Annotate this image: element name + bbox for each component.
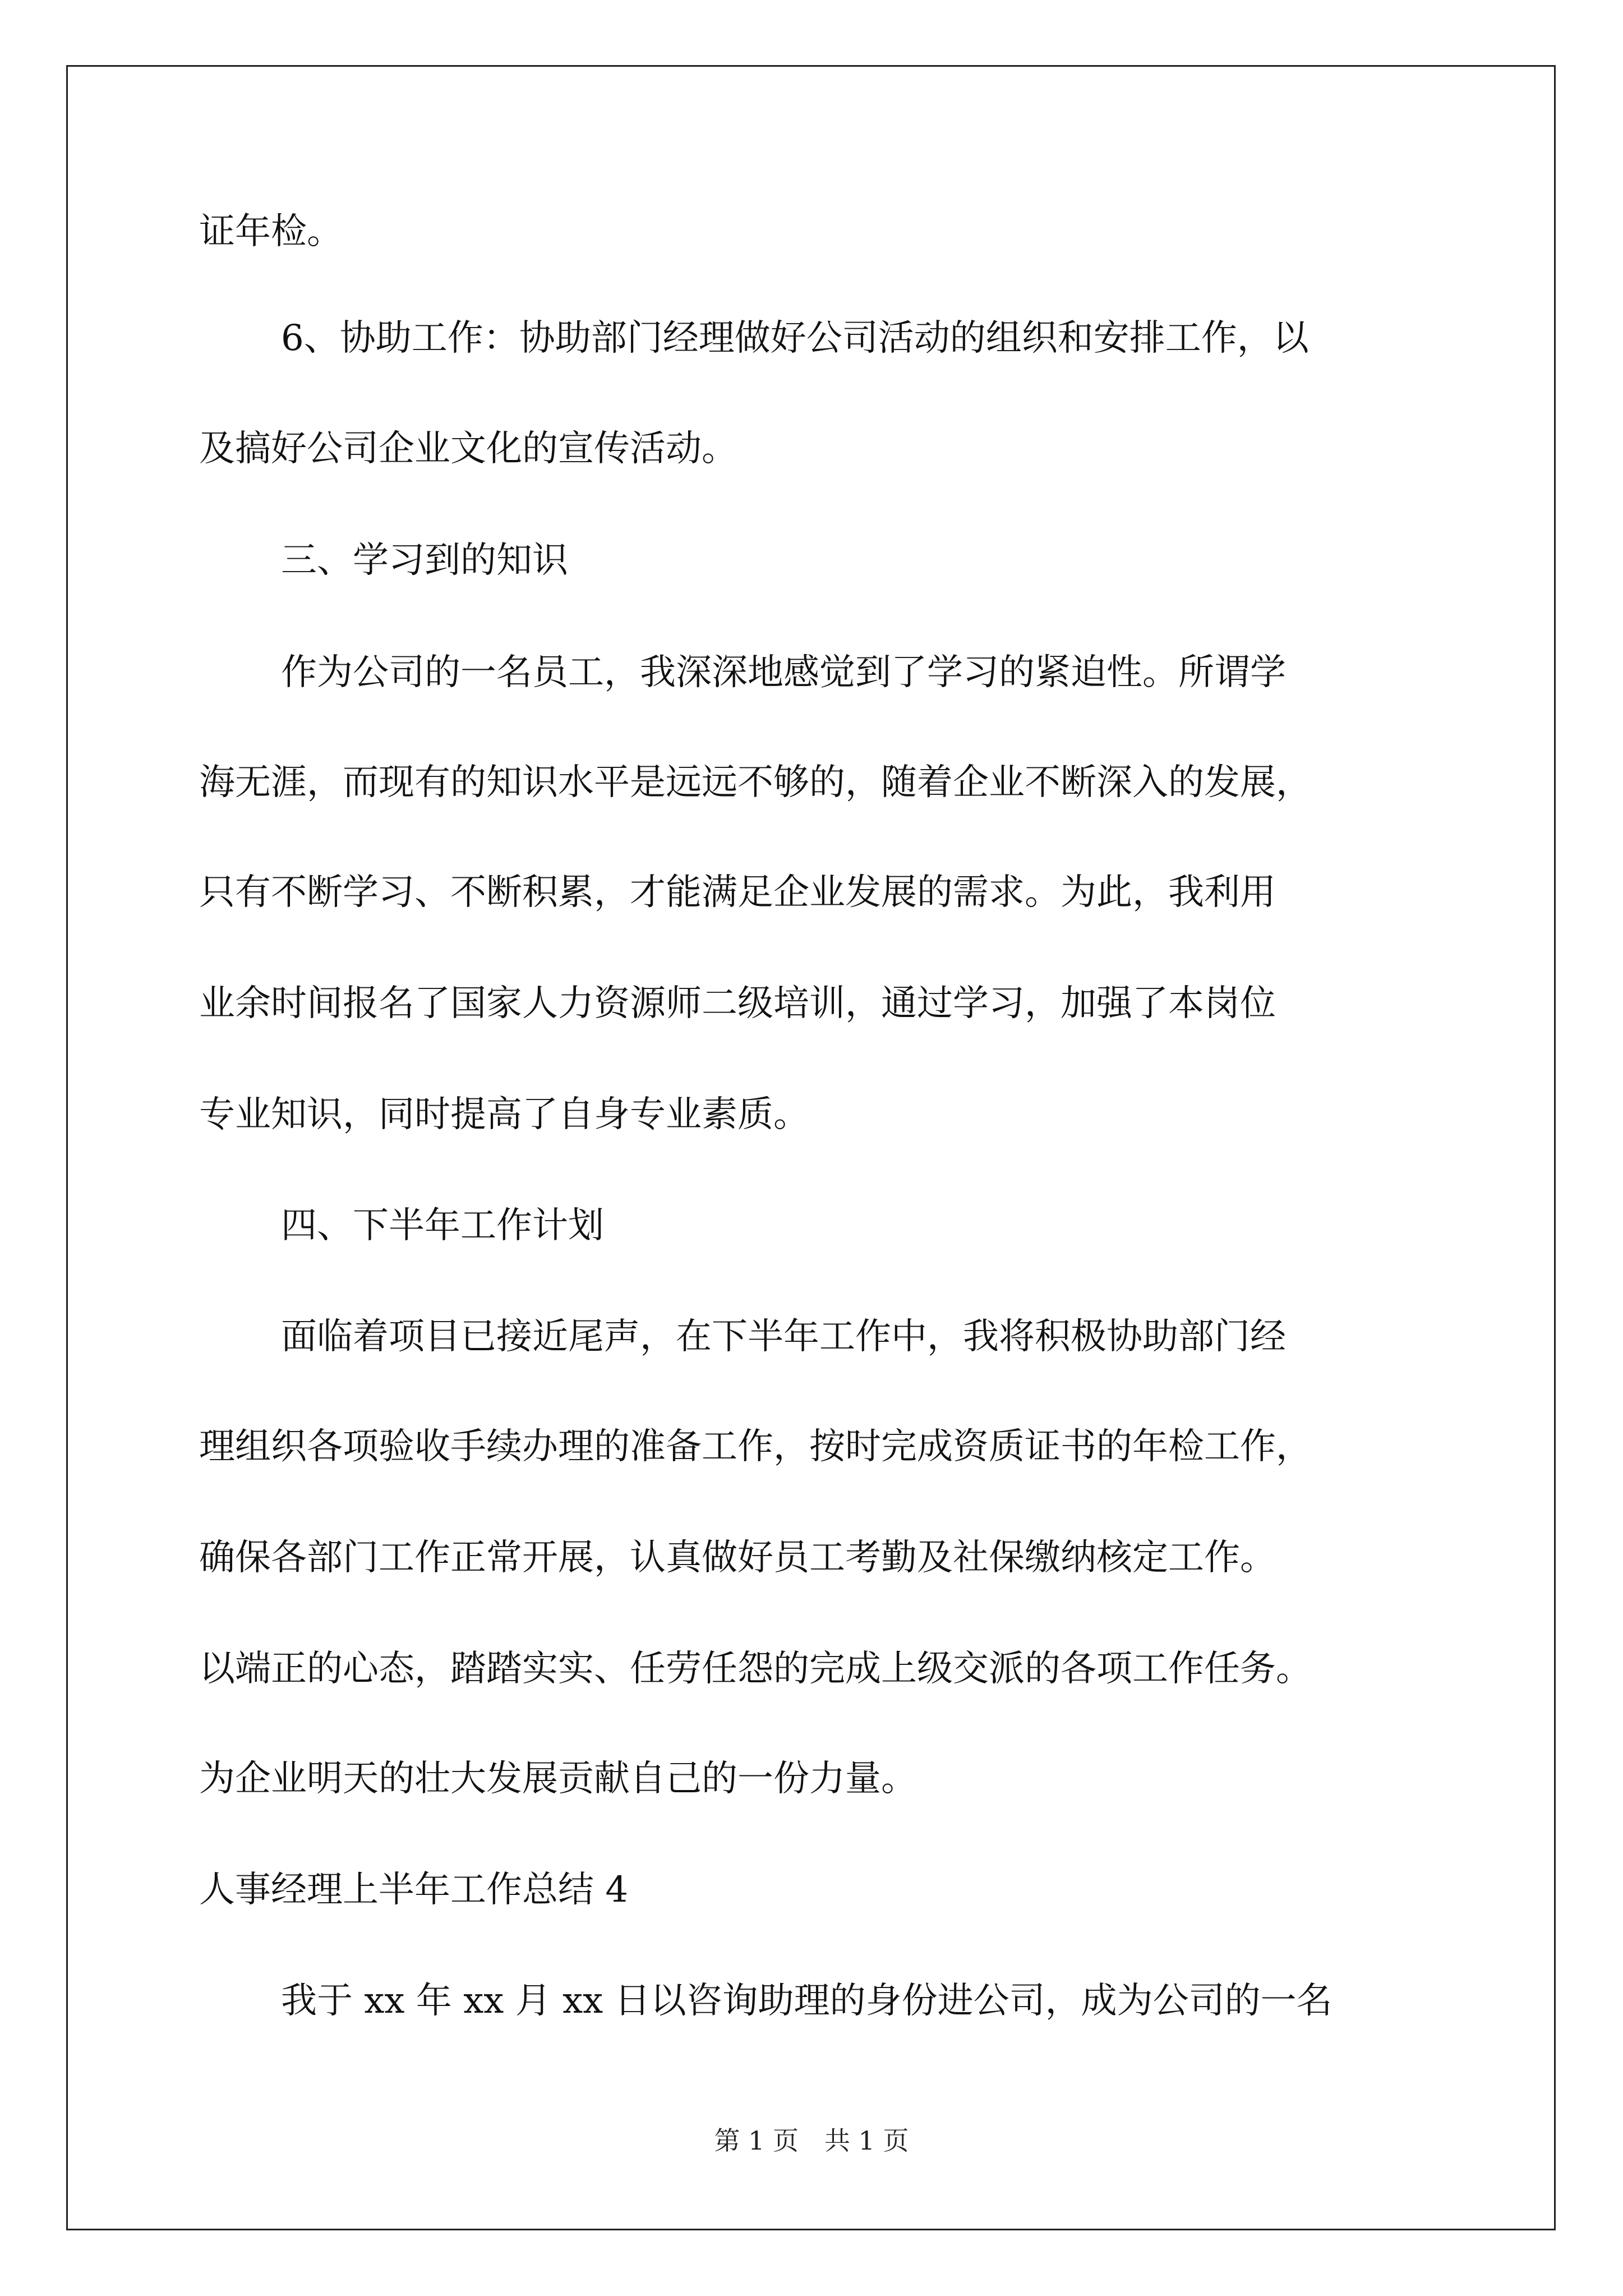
body-line: 及搞好公司企业文化的宣传活动。 [199, 428, 737, 470]
body-line: 我于 xx 年 xx 月 xx 日以咨询助理的身份进公司，成为公司的一名 [281, 1980, 1332, 2022]
section-heading: 三、学习到的知识 [281, 540, 568, 581]
body-line: 证年检。 [199, 211, 343, 252]
body-line: 只有不断学习、不断积累，才能满足企业发展的需求。为此，我利用 [199, 872, 1276, 913]
body-line: 理组织各项验收手续办理的准备工作，按时完成资质证书的年检工作， [199, 1426, 1312, 1467]
body-line: 作为公司的一名员工，我深深地感觉到了学习的紧迫性。所谓学 [281, 652, 1286, 693]
body-line: 6、协助工作：协助部门经理做好公司活动的组织和安排工作，以 [281, 318, 1309, 359]
body-line: 面临着项目已接近尾声，在下半年工作中，我将积极协助部门经 [281, 1316, 1286, 1358]
body-line: 海无涯，而现有的知识水平是远远不够的，随着企业不断深入的发展， [199, 762, 1312, 803]
body-line: 专业知识，同时提高了自身专业素质。 [199, 1094, 809, 1135]
document-title: 人事经理上半年工作总结 4 [199, 1869, 629, 1911]
body-line: 为企业明天的壮大发展贡献自己的一份力量。 [199, 1758, 917, 1800]
body-line: 业余时间报名了国家人力资源师二级培训，通过学习，加强了本岗位 [199, 983, 1276, 1024]
page-footer: 第 1 页 共 1 页 [714, 2125, 909, 2156]
body-line: 以端正的心态，踏踏实实、任劳任怨的完成上级交派的各项工作任务。 [199, 1648, 1312, 1690]
section-heading: 四、下半年工作计划 [281, 1205, 604, 1246]
body-line: 确保各部门工作正常开展，认真做好员工考勤及社保缴纳核定工作。 [199, 1537, 1276, 1579]
